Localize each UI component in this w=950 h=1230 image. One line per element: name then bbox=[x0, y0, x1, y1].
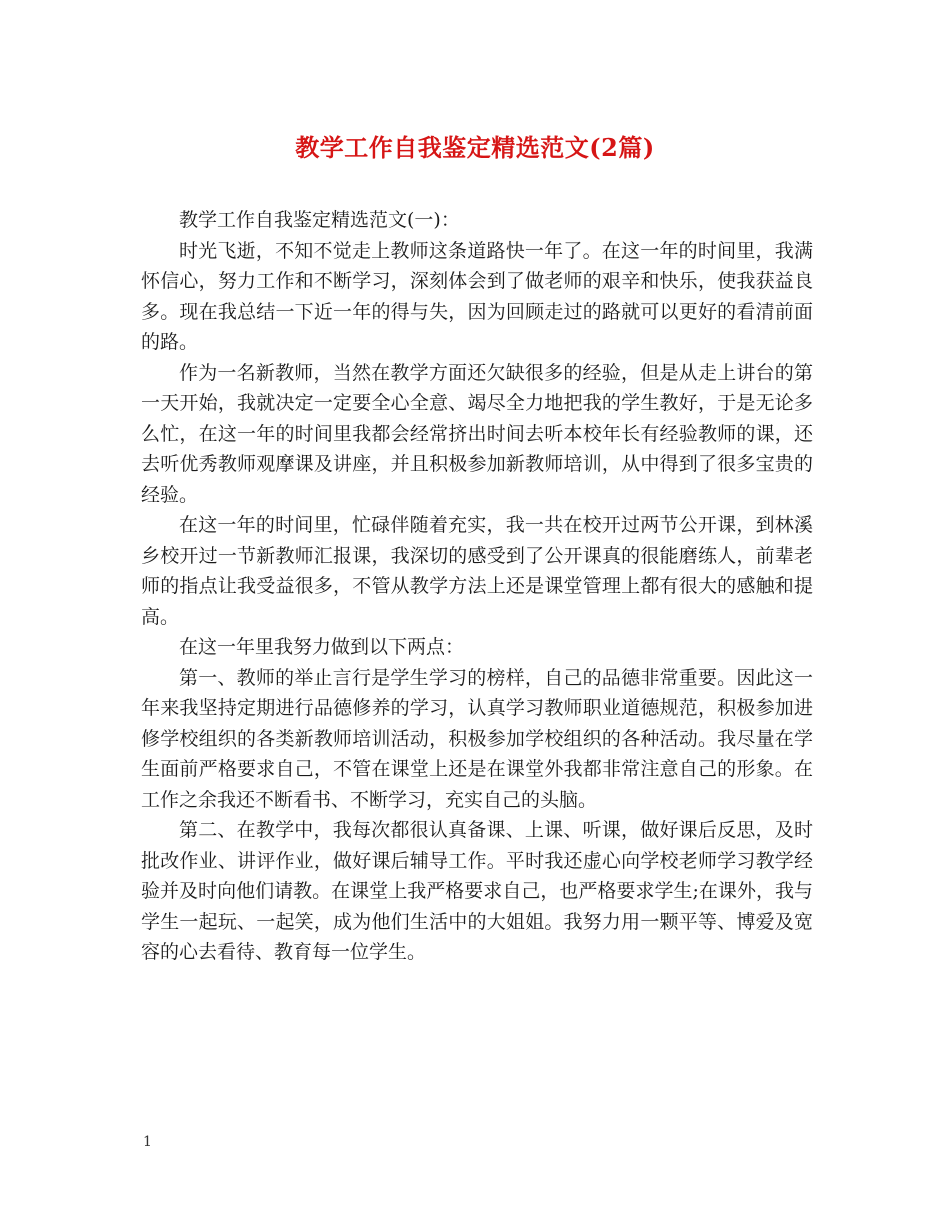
paragraph: 时光飞逝，不知不觉走上教师这条道路快一年了。在这一年的时间里，我满怀信心，努力工作和不断学习，深刻体会到了做老师的艰辛和快乐，使我获益良多。现在我总结一下近一年的得与失，因为回顾走过的路就可以更好的看清前面的路。 bbox=[141, 239, 813, 353]
document-body bbox=[141, 205, 813, 968]
document-title: 教学工作自我鉴定精选范文(2篇) bbox=[295, 133, 655, 162]
paragraph: 在这一年里我努力做到以下两点： bbox=[179, 636, 465, 658]
paragraph: 在这一年的时间里，忙碌伴随着充实，我一共在校开过两节公开课，到林溪乡校开过一节新教师汇报课，我深切的感受到了公开课真的很能磨练人，前辈老师的指点让我受益很多，不管从教学方法上还是课堂管理上都有很大的感触和提高。 bbox=[141, 514, 813, 628]
paragraph: 第一、教师的举止言行是学生学习的榜样，自己的品德非常重要。因此这一年来我坚持定期进行品德修养的学习，认真学习教师职业道德规范，积极参加进修学校组织的各类新教师培训活动，积极参加学校组织的各种活动。我尽量在学生面前严格要求自己，不管在课堂上还是在课堂外我都非常注意自己的形象。在工作之余我还不断看书、不断学习，充实自己的头脑。 bbox=[141, 666, 813, 811]
paragraph: 第二、在教学中，我每次都很认真备课、上课、听课，做好课后反思，及时批改作业、讲评作业，做好课后辅导工作。平时我还虚心向学校老师学习教学经验并及时向他们请教。在课堂上我严格要求自己，也严格要求学生;在课外，我与学生一起玩、一起笑，成为他们生活中的大姐姐。我努力用一颗平等、博爱及宽容的心去看待、教育每一位学生。 bbox=[141, 819, 813, 963]
section-heading: 教学工作自我鉴定精选范文(一)： bbox=[179, 209, 460, 231]
paragraph: 作为一名新教师，当然在教学方面还欠缺很多的经验，但是从走上讲台的第一天开始，我就决定一定要全心全意、竭尽全力地把我的学生教好，于是无论多么忙，在这一年的时间里我都会经常挤出时间去听本校年长有经验教师的课，还去听优秀教师观摩课及讲座，并且积极参加新教师培训，从中得到了很多宝贵的经验。 bbox=[141, 361, 813, 506]
page-number: 1 bbox=[143, 1134, 152, 1150]
